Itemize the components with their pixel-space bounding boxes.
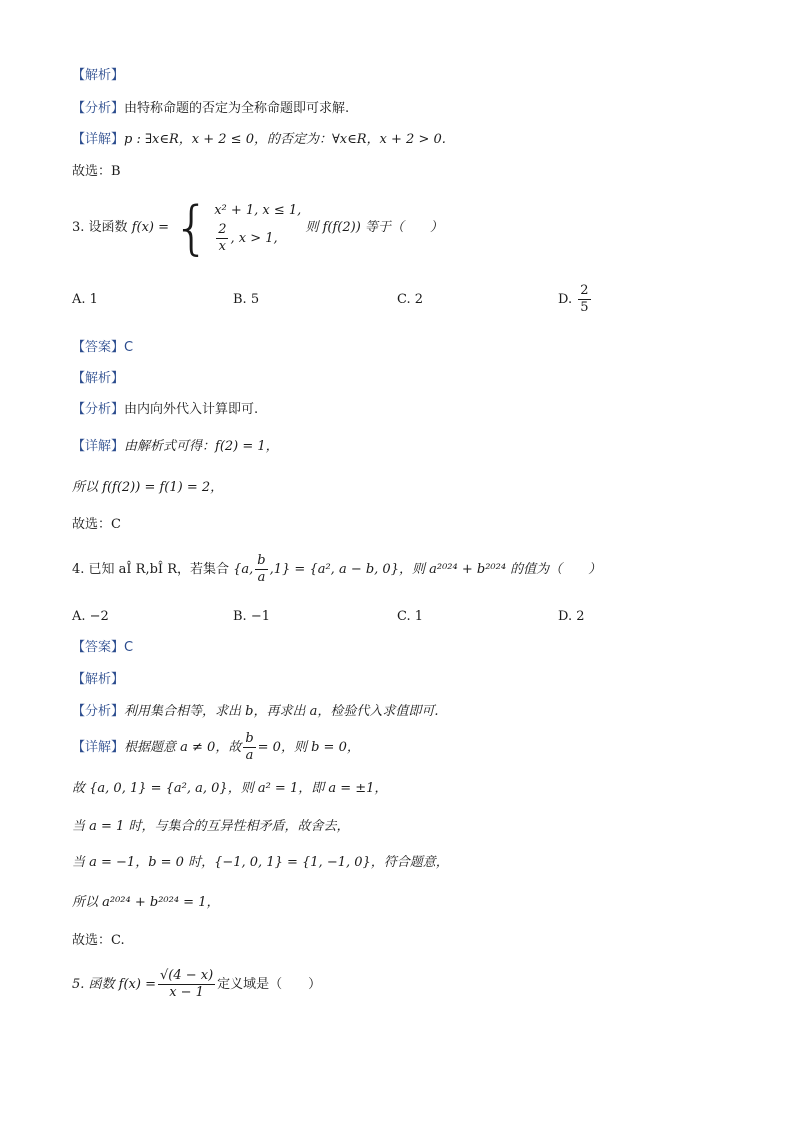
q4-line5: 所以 a²⁰²⁴ + b²⁰²⁴ = 1， <box>72 895 220 910</box>
q3-piece2-frac <box>216 222 228 255</box>
q3-option-c: C. 2 <box>397 292 424 307</box>
q5-stem-suffix: 定义域是（ ） <box>217 977 322 992</box>
q3-jiexi-heading: 【解析】 <box>72 371 125 386</box>
q3-option-d <box>558 282 593 318</box>
q4-jiexi-heading: 【解析】 <box>72 672 125 687</box>
q4-set-left-a: {a, <box>233 562 254 577</box>
q4-option-d: D. 2 <box>558 609 585 624</box>
q4-xiangjie-suffix: = 0，则 b = 0， <box>257 740 360 755</box>
q4-answer-line: 故选：C. <box>72 933 125 948</box>
q5-stem-prefix: 5. 函数 f(x) = <box>72 977 156 992</box>
q4-xiangjie-prefix: 根据题意 a ≠ 0，故 <box>124 740 242 755</box>
q3-piecewise-brace: { <box>173 193 211 262</box>
q3-answer-line: 故选：C <box>72 517 121 532</box>
q3-line2: 所以 f(f(2)) = f(1) = 2， <box>72 480 224 495</box>
q3-option-d-frac <box>578 283 590 316</box>
q3-xiangjie-line <box>72 437 279 457</box>
q5-frac <box>158 968 215 1001</box>
q4-stem-prefix: 4. 已知 aÎ R,bÎ R，若集合 <box>72 562 229 577</box>
q3-piece1: x² + 1, x ≤ 1, <box>214 203 302 218</box>
q3-option-d-label: D. <box>558 292 573 307</box>
q2-fenxi-line <box>72 99 349 119</box>
q4-xiangjie-frac <box>243 731 255 764</box>
q3-answer: 【答案】C <box>72 340 134 355</box>
q4-fenxi-line <box>72 702 439 722</box>
q4-fenxi-tag: 【分析】 <box>72 704 125 719</box>
q4-xiangjie-line <box>72 730 360 766</box>
q3-stem-prefix: 3. 设函数 <box>72 220 128 235</box>
q2-answer-line: 故选：B <box>72 164 121 179</box>
q4-set-left-num: b <box>257 553 266 568</box>
q5-den: x − 1 <box>169 985 204 1000</box>
q3-piece2-den: x <box>218 239 226 254</box>
q4-line2: 故 {a, 0, 1} = {a², a, 0}，则 a² = 1，即 a = ±1， <box>72 781 388 796</box>
q4-option-b: B. −1 <box>233 609 270 624</box>
q3-piece2-rest: , x > 1, <box>230 231 278 246</box>
q4-line3: 当 a = 1 时，与集合的互异性相矛盾，故舍去， <box>72 819 350 834</box>
q4-stem-suffix: ，则 a²⁰²⁴ + b²⁰²⁴ 的值为（ ） <box>398 562 602 577</box>
q3-stem-fx: f(x) = <box>131 220 169 235</box>
q4-set-left-den: a <box>257 570 266 585</box>
q4-fenxi-text: 利用集合相等，求出 b，再求出 a，检验代入求值即可. <box>124 704 439 719</box>
q2-fenxi-text: 由特称命题的否定为全称命题即可求解. <box>124 101 350 116</box>
q3-xiangjie-text: 由解析式可得：f(2) = 1， <box>124 439 279 454</box>
q3-piecewise <box>214 200 301 255</box>
q2-fenxi-tag: 【分析】 <box>72 101 125 116</box>
q4-set-left-rest: ,1} = {a², a − b, 0} <box>269 562 399 577</box>
q2-jiexi-heading: 【解析】 <box>72 68 125 83</box>
q3-option-b: B. 5 <box>233 292 260 307</box>
q5-num: √(4 − x) <box>159 968 214 983</box>
q3-option-a: A. 1 <box>72 292 98 307</box>
q3-fenxi-tag: 【分析】 <box>72 402 125 417</box>
q4-xiangjie-den: a <box>245 748 254 763</box>
q4-line4: 当 a = −1，b = 0 时，{−1, 0, 1} = {1, −1, 0}，符合题意， <box>72 855 449 870</box>
q4-option-c: C. 1 <box>397 609 424 624</box>
q4-xiangjie-num: b <box>245 731 254 746</box>
q4-option-a: A. −2 <box>72 609 109 624</box>
q4-set-left-frac <box>255 553 267 586</box>
q3-piece2-num: 2 <box>218 222 227 237</box>
q3-fenxi-line <box>72 400 258 420</box>
q2-xiangjie-text: p : ∃x∈R，x + 2 ≤ 0，的否定为：∀x∈R，x + 2 > 0. <box>124 132 446 147</box>
q3-option-d-num: 2 <box>580 283 589 298</box>
q3-option-d-den: 5 <box>580 300 589 315</box>
q4-stem <box>72 552 601 588</box>
q3-xiangjie-tag: 【详解】 <box>72 439 125 454</box>
q5-stem <box>72 965 321 1005</box>
q3-stem <box>72 194 443 262</box>
q3-piece2 <box>214 222 301 255</box>
q2-xiangjie-line <box>72 130 446 150</box>
q3-stem-suffix: 则 f(f(2)) 等于（ ） <box>305 220 443 235</box>
q3-fenxi-text: 由内向外代入计算即可. <box>124 402 259 417</box>
q4-xiangjie-tag: 【详解】 <box>72 740 125 755</box>
q2-xiangjie-tag: 【详解】 <box>72 132 125 147</box>
q4-answer: 【答案】C <box>72 640 134 655</box>
